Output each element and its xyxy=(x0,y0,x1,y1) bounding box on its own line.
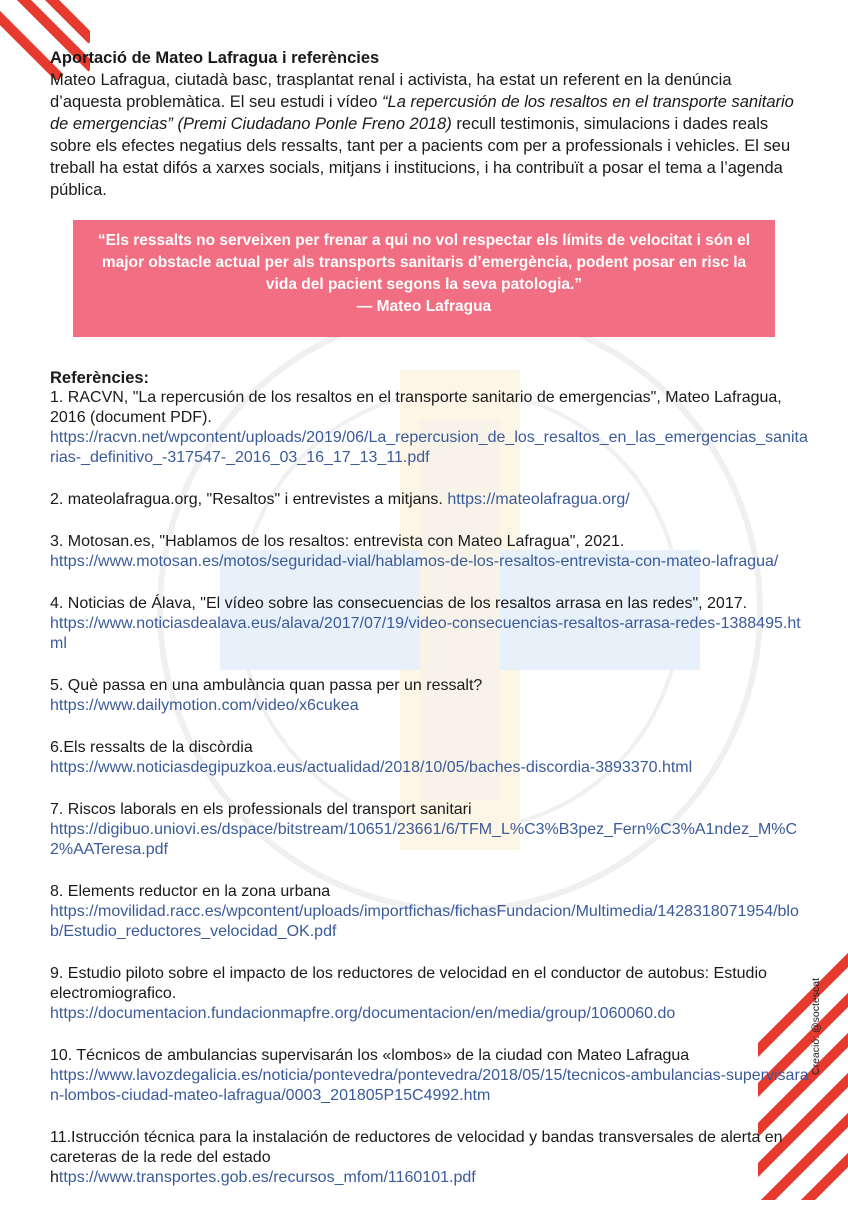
reference-text: 3. Motosan.es, "Hablamos de los resaltos: entrevista con Mateo Lafragua", 2021. xyxy=(50,533,625,550)
reference-link[interactable]: https://www.lavozdegalicia.es/noticia/pontevedra/pontevedra/2018/05/15/tecnicos-ambulancias-supervisaran-lombos-ciudad-mateo-lafragua/0003_201805P15C4992.htm xyxy=(50,1067,809,1104)
quote-box xyxy=(73,220,775,337)
reference-item xyxy=(50,964,810,1024)
section-heading: Aportació de Mateo Lafragua i referències xyxy=(50,49,380,67)
reference-link[interactable]: https://www.motosan.es/motos/seguridad-vial/hablamos-de-los-resaltos-entrevista-con-mateo-lafragua/ xyxy=(50,553,779,570)
article xyxy=(50,48,798,201)
reference-text: 5. Què passa en una ambulància quan passa per un ressalt? xyxy=(50,677,483,694)
reference-link[interactable]: https://documentacion.fundacionmapfre.org/documentacion/en/media/group/1060060.do xyxy=(50,1005,676,1022)
reference-link[interactable]: https://racvn.net/wpcontent/uploads/2019/06/La_repercusion_de_los_resaltos_en_las_emergencias_sanitarias-_definitivo_-317547-_2016_03_16_17_13_11.pdf xyxy=(50,429,808,466)
reference-item xyxy=(50,388,810,468)
reference-link[interactable]: https://movilidad.racc.es/wpcontent/uploads/importfichas/fichasFundacion/Multimedia/1428318071954/blob/Estudio_reductores_velocidad_OK.pdf xyxy=(50,903,799,940)
reference-link[interactable]: https://www.noticiasdegipuzkoa.eus/actualidad/2018/10/05/baches-discordia-3893370.html xyxy=(50,759,693,776)
reference-text: 10. Técnicos de ambulancias supervisarán los «lombos» de la ciudad con Mateo Lafragua xyxy=(50,1047,690,1064)
reference-text: 9. Estudio piloto sobre el impacto de los reductores de velocidad en el conductor de autobus: Estudio electromiografico. xyxy=(50,965,767,1002)
reference-link[interactable]: ttps://www.transportes.gob.es/recursos_mfom/1160101.pdf xyxy=(58,1169,476,1186)
reference-link[interactable]: https://www.noticiasdealava.eus/alava/2017/07/19/video-consecuencias-resaltos-arrasa-redes-1388495.html xyxy=(50,615,801,652)
reference-text: 8. Elements reductor en la zona urbana xyxy=(50,883,331,900)
reference-text: 2. mateolafragua.org, "Resaltos" i entrevistes a mitjans. xyxy=(50,491,443,508)
reference-item xyxy=(50,594,810,654)
reference-text: 4. Noticias de Álava, "El vídeo sobre las consecuencias de los resaltos arrasa en las redes", 2017. xyxy=(50,595,748,612)
references-section xyxy=(50,368,810,1210)
reference-link[interactable]: https://mateolafragua.org/ xyxy=(447,491,630,508)
reference-item xyxy=(50,490,810,510)
reference-text: 11.Istrucción técnica para la instalación de reductores de velocidad y bandas transversales de alerta en careteras de la rede del estado xyxy=(50,1129,783,1166)
reference-link[interactable]: https://www.dailymotion.com/video/x6cukea xyxy=(50,697,359,714)
credit-text: Creació: @soctescat xyxy=(810,977,822,1075)
reference-link-prefix: h xyxy=(50,1169,59,1186)
reference-text: 7. Riscos laborals en els professionals del transport sanitari xyxy=(50,801,472,818)
reference-link[interactable]: https://digibuo.uniovi.es/dspace/bitstream/10651/23661/6/TFM_L%C3%B3pez_Fern%C3%A1ndez_M%C2%AATeresa.pdf xyxy=(50,821,798,858)
reference-item xyxy=(50,738,810,778)
reference-item xyxy=(50,1046,810,1106)
reference-item xyxy=(50,1128,810,1188)
references-title: Referències: xyxy=(50,369,150,387)
reference-text: 6.Els ressalts de la discòrdia xyxy=(50,739,253,756)
quote-text xyxy=(89,230,759,318)
reference-item xyxy=(50,532,810,572)
reference-item xyxy=(50,882,810,942)
intro-paragraph xyxy=(50,69,798,201)
intro-text-start: Mateo Lafragua, ciutadà basc, trasplantat renal i activista, ha estat un referent en la denúncia d’aquesta problemàtica. El seu estudi i vídeo xyxy=(50,71,732,111)
reference-text: 1. RACVN, "La repercusión de los resaltos en el transporte sanitario de emergencias", Mateo Lafragua, 2016 (document PDF). xyxy=(50,389,782,426)
intro-text-end: recull testimonis, simulacions i dades reals sobre els efectes negatius dels ressalts, tant per a pacients com per a professionals i vehicles. El seu treball ha estat difós a xarxes socials, mitjans i institucions, i ha contribuït a posar el tema a l’agenda pública. xyxy=(50,115,791,199)
reference-item xyxy=(50,800,810,860)
intro-study-title: “La repercusión de los resaltos en el transporte sanitario de emergencias” (Premi Ciudadano Ponle Freno 2018) xyxy=(50,93,794,133)
quote-body: “Els ressalts no serveixen per frenar a qui no vol respectar els límits de velocitat i són el major obstacle actual per als transports sanitaris d’emergència, podent posar en risc la vida del pacient segons la seva patologia.” xyxy=(97,232,751,293)
quote-author: — Mateo Lafragua xyxy=(356,298,492,315)
reference-item xyxy=(50,676,810,716)
